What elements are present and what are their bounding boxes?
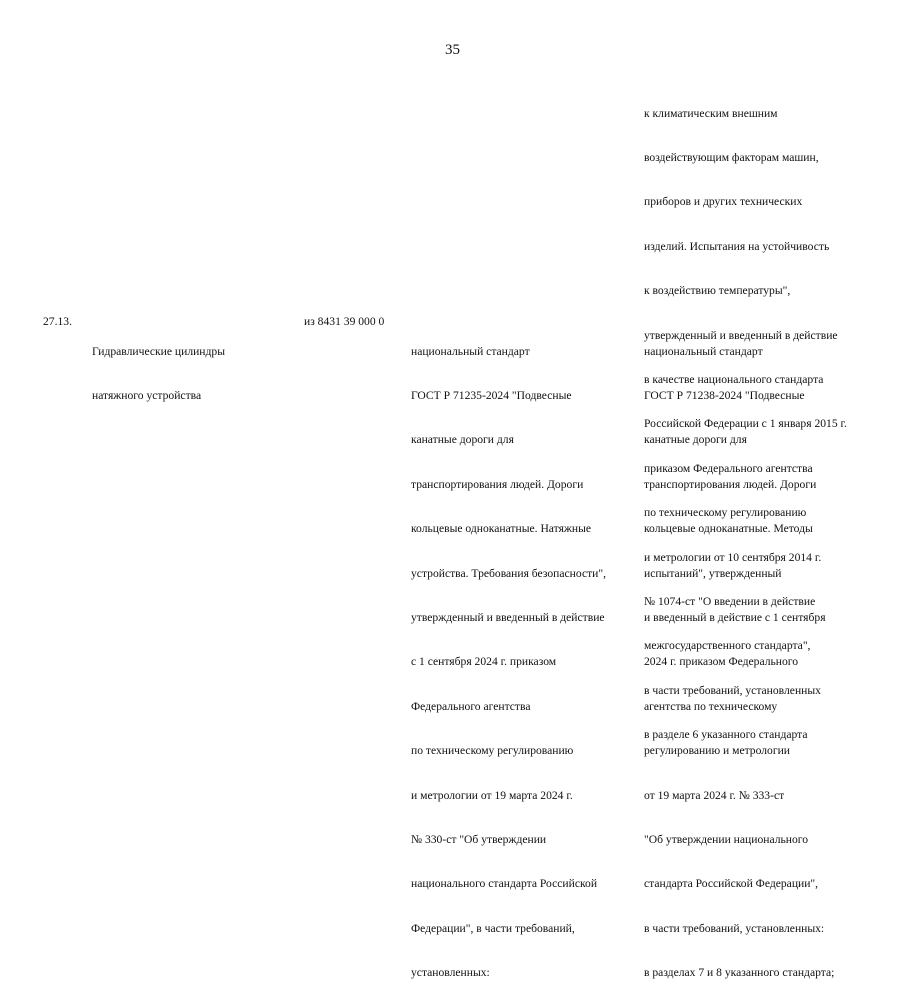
- text-line: "Об утверждении национального: [644, 832, 809, 846]
- text-line: в разделе 6 указанного стандарта: [644, 728, 808, 742]
- text-line: в части требований, установленных:: [644, 921, 825, 935]
- text-line: и введенный в действие с 1 сентября: [644, 610, 826, 624]
- text-line: приборов и других технических: [644, 195, 803, 209]
- page-number: 35: [445, 42, 460, 58]
- text-line: приказом Федерального агентства: [644, 461, 813, 475]
- text-line: национальный стандарт: [411, 344, 530, 358]
- text-line: натяжного устройства: [92, 388, 202, 402]
- text-line: ГОСТ Р 71235-2024 "Подвесные: [411, 388, 572, 402]
- text-line: регулированию и метрологии: [644, 744, 790, 758]
- text-line: канатные дороги для: [644, 433, 747, 447]
- text-line: в качестве национального стандарта: [644, 372, 824, 386]
- text-line: и метрологии от 19 марта 2024 г.: [411, 788, 573, 802]
- text-line: кольцевые одноканатные. Методы: [644, 522, 813, 536]
- text-line: национального стандарта Российской: [411, 877, 598, 891]
- text-line: межгосударственного стандарта",: [644, 639, 811, 653]
- text-line: от 19 марта 2024 г. № 333-ст: [644, 788, 785, 802]
- text-line: национальный стандарт: [644, 344, 763, 358]
- text-line: установленных:: [411, 966, 490, 980]
- text-line: Российской Федерации с 1 января 2015 г.: [644, 417, 847, 431]
- text-line: агентства по техническому: [644, 699, 778, 713]
- text-line: № 330-ст "Об утверждении: [411, 832, 547, 846]
- text-line: № 1074-ст "О введении в действие: [644, 594, 816, 608]
- tnved-code-cell: из 8431 39 000 0: [304, 315, 385, 328]
- text-line: по техническому регулированию: [644, 506, 807, 520]
- text-line: в части требований, установленных: [644, 683, 821, 697]
- row-number: 27.13.: [43, 315, 72, 328]
- text-line: с 1 сентября 2024 г. приказом: [411, 655, 557, 669]
- text-line: Федерального агентства: [411, 699, 531, 713]
- testing-standard-cell: [644, 315, 834, 996]
- text-line: устройства. Требования безопасности",: [411, 566, 606, 580]
- text-line: Гидравлические цилиндры: [92, 344, 225, 358]
- text-line: по техническому регулированию: [411, 744, 574, 758]
- product-name-cell: [92, 315, 225, 419]
- requirements-standard-cell: [411, 315, 606, 996]
- text-line: утвержденный и введенный в действие: [644, 328, 838, 342]
- text-line: к климатическим внешним: [644, 106, 778, 120]
- text-line: воздействующим факторам машин,: [644, 150, 819, 164]
- text-line: транспортирования людей. Дороги: [644, 477, 817, 491]
- text-line: испытаний", утвержденный: [644, 566, 782, 580]
- text-line: изделий. Испытания на устойчивость: [644, 239, 830, 253]
- text-line: и метрологии от 10 сентября 2014 г.: [644, 550, 822, 564]
- text-line: транспортирования людей. Дороги: [411, 477, 584, 491]
- text-line: канатные дороги для: [411, 433, 514, 447]
- text-line: к воздействию температуры",: [644, 284, 791, 298]
- text-line: Федерации", в части требований,: [411, 921, 575, 935]
- text-line: ГОСТ Р 71238-2024 "Подвесные: [644, 388, 805, 402]
- text-line: утвержденный и введенный в действие: [411, 610, 605, 624]
- text-line: стандарта Российской Федерации",: [644, 877, 819, 891]
- text-line: в разделах 7 и 8 указанного стандарта;: [644, 966, 835, 980]
- text-line: кольцевые одноканатные. Натяжные: [411, 522, 592, 536]
- text-line: 2024 г. приказом Федерального: [644, 655, 799, 669]
